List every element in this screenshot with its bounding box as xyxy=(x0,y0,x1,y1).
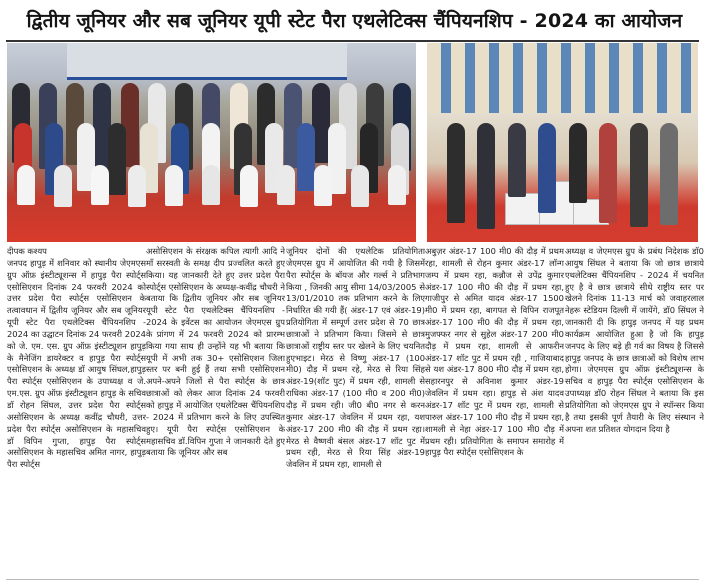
column-2-text: असोसिएशन के संरक्षक कपिल त्यागी आदि ने माँ सरस्वती के समक्ष दीप प्रज्वलित करते हुए किया। यह जानकारी देते हुए उत्तर प्रदेश पैरा स्पोर्ट्स एसोसिएशन के अध्यक्ष-कवींद्र चौधरी ने बताया कि द्वितीय जूनियर और सब जूनियर यूपी स्टेट पैरा एथलेटिक्स चैंपियनशिप - 2024 के इवेंटस का आयोजन जेएमएस ग्रुप के प्रांगण में 24 फरवरी 2024 को प्रारम्भ किया गया साथ ही उन्होंने यह भी बताया कि यूपी में अभी तक 30+ एसोसिएशन जिला स्तर पर बनी हुई हैं तथा सभी एसोसिएशन अपने-अपने जिलों से पैरा स्पोर्ट्स के छात्र छात्राओं को लेकर आज दिनांक 24 फरवरी को हापुड़ में आयोजित एथलेटिक्स चैंपियनशिप - 2024 में प्रतिभाग करने के लिए उपस्थित हुए। यूपी पैरा स्पोर्ट्स एसोसिएशन के महासचिव डॉ.विपिन गुप्ता ने जानकारी देते हुए बताया कि जूनियर और सब xyxy=(146,246,285,458)
column-5-text: अध्यक्ष व जेएमएस ग्रुप के प्रबंध निदेशक डॉ0 आयुष सिंघल ने बताया कि जो छात्र छात्राये एथलेटिक्स चैंपियनशिप - 2024 में चयनित हुए है वे छात्र छात्राये सीधे राष्ट्रीय स्तर पर खेलने दिनांक 11-13 मार्च को जवाहरलाल नेहरू स्टेडियम दिल्ली में जायेंगे, डॉ0 सिंघल ने जानकारी दी कि हापुड़ जनपद में यह प्रथम कार्यक्रम आयोजित हुआ है जो कि हापुड़ जनपद के लिए बड़े ही गर्व का विषय है जिससे हापुड़ जनपद के छात्र छात्राओं को विशेष लाभ होगा। जेएमएस ग्रुप ऑफ़ इंस्टीट्यूशन्स के सचिव व हापुड़ पैरा स्पोर्ट्स एसोसिएशन के उपाध्यक्ष डॉ0 रोहन सिंघल ने बताया कि इस प्रतियोगिता को जेएमएस ग्रुप ने स्पॉन्सर किया है तथा इसकी पूर्ण तैयारी के लिए संस्थान ने अपना शत प्रतिशत योगदान दिया है xyxy=(565,246,704,434)
byline: दीपक कश्यप xyxy=(7,246,47,256)
column-4-text: अबुज़र अंडर-17 100 मी0 की दौड़ में प्रथम रहा, शामली से रोहन कुमार अंडर-17 लॉन्ग जम्प में प्रथम रहा, कन्नौज से उपेंद्र कुमार अंडर-17 100 मी0 की दौड़ में प्रथम रहा, गाजीपुर से अमित यादव अंडर-17 1500 मी0 में प्रथम रहा, बागपत से विपिन राजपूत अंडर-17 100 मी0 की दौड़ में प्रथम रहा, मुजफ्फर नगर से सुहेल अंडर-17 200 मी0 दौड़ में प्रथम रहा, शामली से आफरीन अंडर-17 शॉट पुट में प्रथम रही , गाजियाबाद से यश अंडर-17 800 मी0 दौड़ में प्रथम रहा, सहारनपुर से अविनाश कुमार अंडर-19 जेवलिन में प्रथम रहा। हापुड़ से अंश यादव अंडर-17 शॉट पुट में प्रथम रहा, शामली से पारुल अंडर-17 100 मी0 दौड़ में प्रथम रहा, शामली से नेहा अंडर-17 100 मी0 दौड़ में प्रथम रही। प्रतियोगिता के समापन समारोह में हापुड़ पैरा स्पोर्ट्स एसोसिएशन के xyxy=(425,246,564,458)
bottom-rule xyxy=(6,579,699,580)
article-column-2 xyxy=(146,246,285,578)
photo-podium-ceremony xyxy=(427,43,698,242)
article-column-1 xyxy=(7,246,146,578)
article-column-3 xyxy=(286,246,425,578)
photo-banner xyxy=(67,43,347,80)
photo-group-athletes xyxy=(7,43,416,242)
building-backdrop xyxy=(427,43,698,113)
headline: द्वितीय जूनियर और सब जूनियर यूपी स्टेट पैरा एथलेटिक्स चैंपियनशिप - 2024 का आयोजन xyxy=(26,10,683,32)
column-3-text: जूनियर दोनों की एथलेटिक प्रतियोगिता जेएमएस ग्रुप में आयोजित की गयी है जिसमें पैरा स्पोर्ट्स के बॉयज और गर्ल्स ने प्रतिभाग किया , जिनकी आयु सीमा 14/03/2005 से 13/01/2010 तक प्रतिभाग करने के लिए निर्धारित की गयी हैं( अंडर-17 एवं अंडर-19) प्रतियोगिता में सम्पूर्ण उत्तर प्रदेश से 70 छात्र छात्राओं ने प्रतिभाग किया। जिसमे से छात्र छात्राओं राष्ट्रीय स्तर पर खेलने के लिए चयनित हुएभाइट। मेरठ से विष्णु अंडर-17 (100 मी0) दौड़ में प्रथम रहे, मेरठ से रिया सिंह अंडर-19(शॉट पुट) में प्रथम रही, शामली से राधिका अंडर-17 (100 मी0 व 200 मी0) दौड़ में प्रथम रही। जी0 बी0 नगर से करन कुमार अंडर-17 जेवलिन में प्रथम रहा, यश अंडर-17 200 मी0 की दौड़ में प्रथम रहा। मेरठ से वैष्णवी बंसल अंडर-17 शॉट पुट में प्रथम रही, मेरठ से रिया सिंह अंडर-19 जेवलिन में प्रथम रहा, शामली से xyxy=(286,246,425,470)
article-column-5 xyxy=(565,246,704,578)
column-1-text: जनपद हापुड़ में शनिवार को स्थानीय जेएमएस ग्रुप ऑफ़ इंस्टीट्यूशन्स में हापुड़ पैरा स्पोर्ट्स एसोसिएशन दिनांक 24 फरवरी 2024 को उत्तर प्रदेश पैरा स्पोर्ट्स एसोसिएशन के तत्वावधान में द्वितीय जूनियर और सब जूनियर यूपी स्टेट पैरा एथलेटिक्स चैंपियनशिप - 2024 का उद्घाटन दिनांक 24 फरवरी 2024 को जे. एम. एस. ग्रुप ऑफ़ इंस्टीट्यूशन हापुड़ के मैनेजिंग डायरेक्टर व हापुड़ पैरा स्पोर्ट्स एसोसिएशन के अध्यक्ष डॉ आयुष सिंघल,हापुड़ पैरा स्पोर्ट्स एसोसिएशन के उपाध्यक्ष व जे. एम.एस. ग्रुप ऑफ़ इंस्टीट्यूशन हापुड़ के सचिव डॉ रोहन सिंघल, उत्तर प्रदेश पैरा स्पोर्ट्स असोसिएशन के अध्यक्ष कवींद्र चौधरी, उत्तर प्रदेश पैरा स्पोर्ट्स असोसिएशन के महासचिव डॉ विपिन गुप्ता, हापुड़ पैरा स्पोर्ट्स असोसिएशन के महासचिव अमित नागर, हापुड़ पैरा स्पोर्ट्स xyxy=(7,257,146,470)
article-column-4 xyxy=(425,246,564,578)
headline-rule xyxy=(6,40,699,42)
